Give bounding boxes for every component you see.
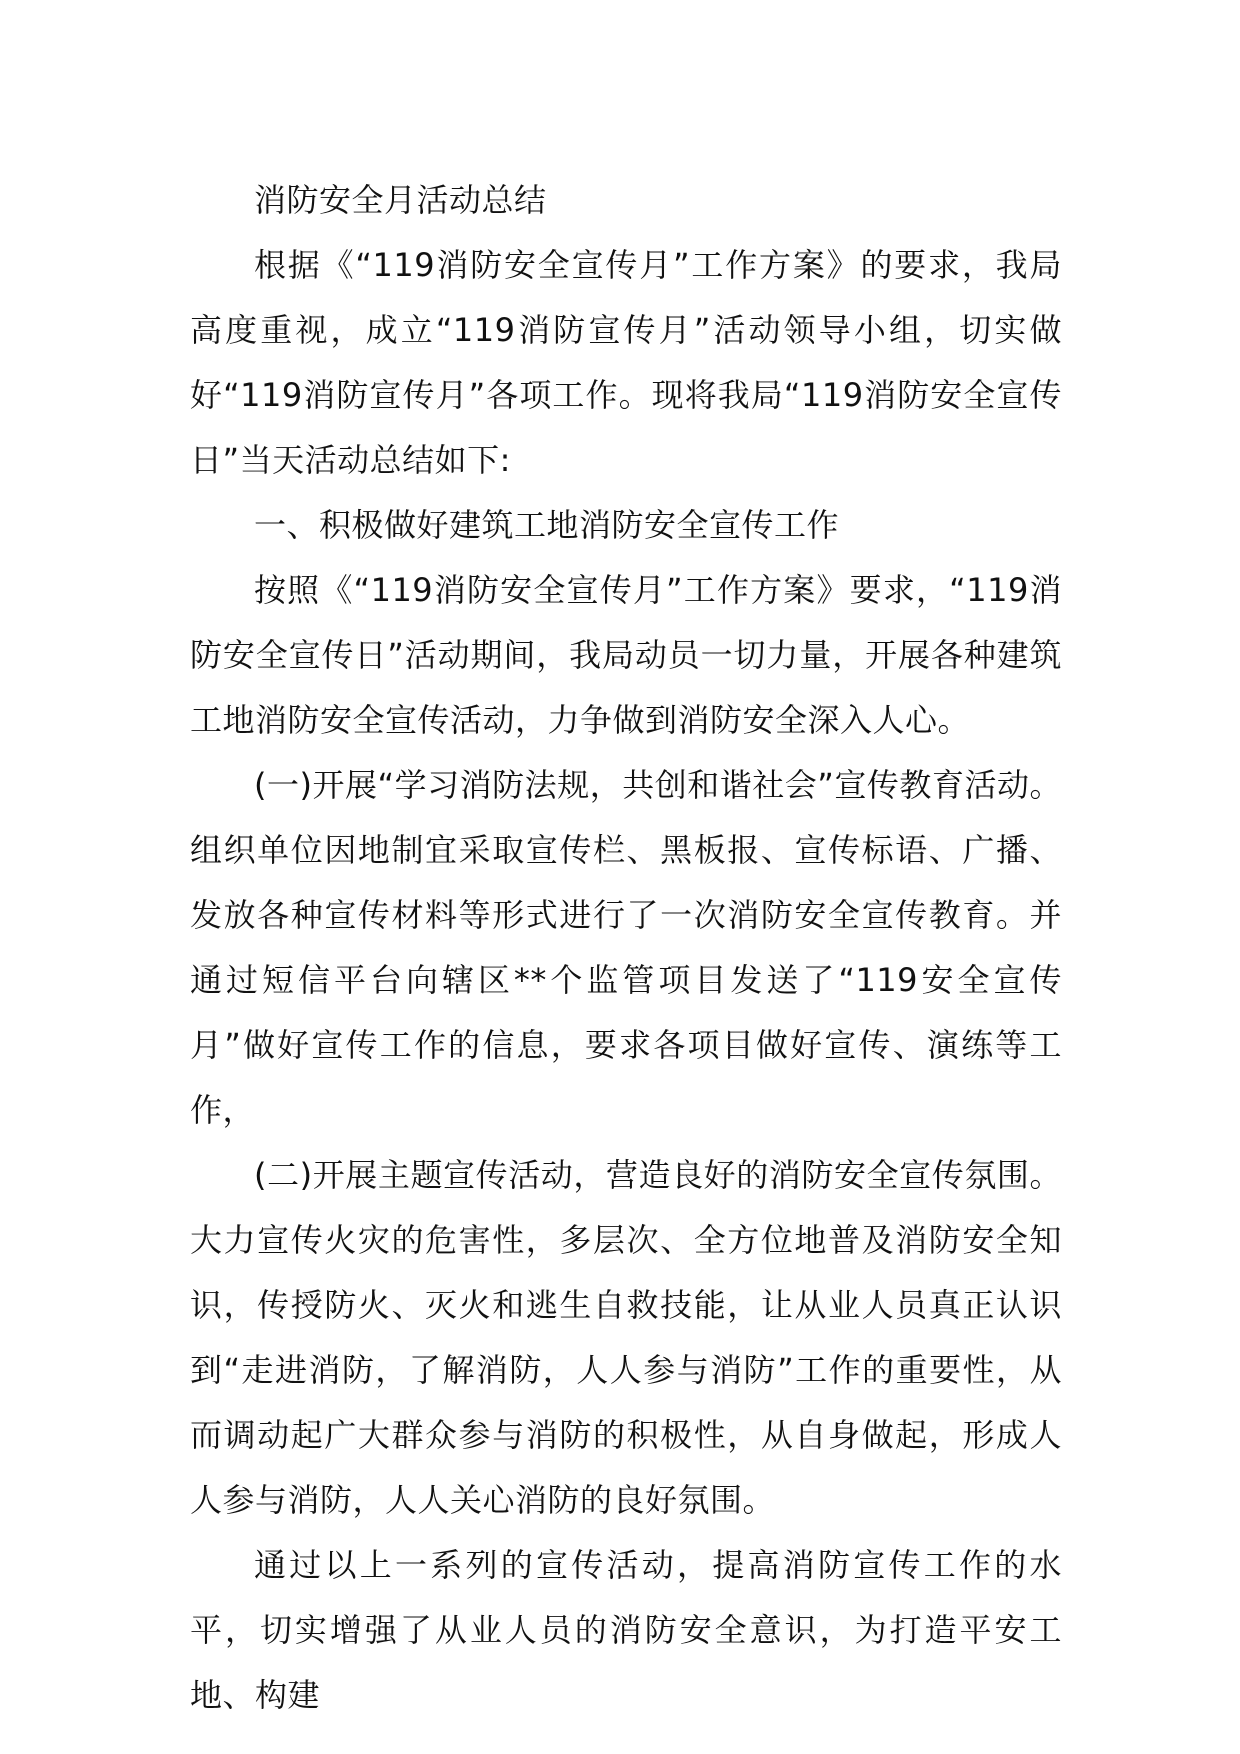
section-heading-1: 一、积极做好建筑工地消防安全宣传工作: [254, 506, 840, 544]
paragraph-subsection-1: (一)开展“学习消防法规，共创和谐社会”宣传教育活动。组织单位因地制宜采取宣传栏、黑板报、宣传标语、广播、发放各种宣传材料等形式进行了一次消防安全宣传教育。并通过短信平台向辖区**个监管项目发送了“119安全宣传月”做好宣传工作的信息，要求各项目做好宣传、演练等工作，: [190, 766, 1062, 1129]
paragraph-subsection-2: (二)开展主题宣传活动，营造良好的消防安全宣传氛围。大力宣传火灾的危害性，多层次、全方位地普及消防安全知识，传授防火、灭火和逃生自救技能，让从业人员真正认识到“走进消防，了解消防，人人参与消防”工作的重要性，从而调动起广大群众参与消防的积极性，从自身做起，形成人人参与消防，人人关心消防的良好氛围。: [190, 1156, 1062, 1519]
document-body: [190, 168, 1062, 1728]
paragraph-intro: 根据《“119消防安全宣传月”工作方案》的要求，我局高度重视，成立“119消防宣传月”活动领导小组，切实做好“119消防宣传月”各项工作。现将我局“119消防安全宣传日”当天活动总结如下:: [190, 246, 1062, 479]
document-title: 消防安全月活动总结: [254, 181, 547, 219]
paragraph-conclusion: 通过以上一系列的宣传活动，提高消防宣传工作的水平，切实增强了从业人员的消防安全意识，为打造平安工地、构建: [190, 1546, 1062, 1714]
paragraph-section-1: 按照《“119消防安全宣传月”工作方案》要求，“119消防安全宣传日”活动期间，我局动员一切力量，开展各种建筑工地消防安全宣传活动，力争做到消防安全深入人心。: [190, 571, 1062, 739]
